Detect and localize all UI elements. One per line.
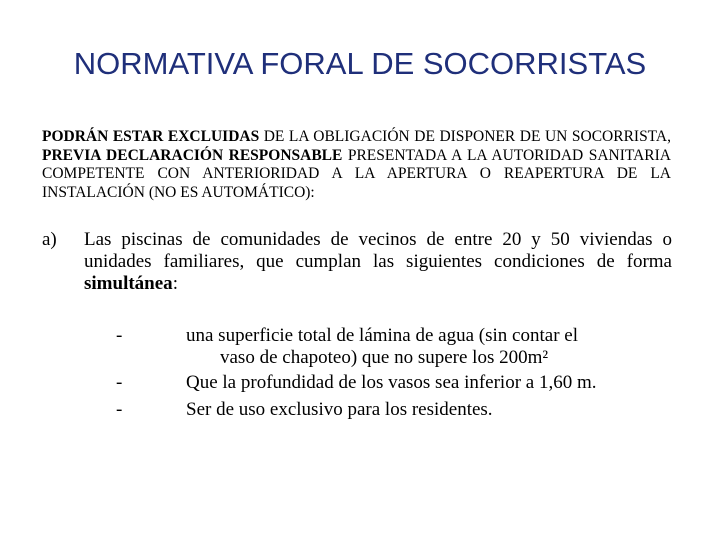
intro-bold-declaration: PREVIA DECLARACIÓN RESPONSABLE	[42, 146, 343, 164]
condition-1-line1: una superficie total de lámina de agua (sin contar el	[186, 325, 578, 346]
item-a-bold: simultánea	[84, 273, 173, 294]
intro-bold-excluded: PODRÁN ESTAR EXCLUIDAS	[42, 128, 260, 145]
condition-3-dash: -	[116, 399, 123, 420]
condition-1-dash: -	[116, 325, 123, 346]
condition-2	[186, 372, 686, 394]
condition-2-dash: -	[116, 372, 123, 393]
intro-text-obligation: DE LA OBLIGACIÓN DE DISPONER DE UN SOCORRISTA,	[259, 128, 671, 145]
item-a-marker: a)	[42, 229, 57, 250]
item-a-end: :	[172, 273, 178, 294]
intro-text-authority: PRESENTADA A LA AUTORIDAD SANITARIA COMPETENTE CON ANTERIORIDAD A LA APERTURA O REAPERTURA DE LA INSTALACIÓN (NO ES AUTOMÁTICO):	[42, 146, 671, 201]
item-a-body: Las piscinas de comunidades de vecinos de entre 20 y 50 viviendas o unidades familiares, que cumplan las siguientes condiciones de forma	[84, 229, 672, 272]
condition-1	[186, 325, 686, 369]
condition-3	[186, 399, 686, 421]
condition-1-line2: vaso de chapoteo) que no supere los 200m²	[220, 347, 549, 368]
condition-3-line1: Ser de uso exclusivo para los residentes.	[186, 399, 493, 420]
condition-2-line1: Que la profundidad de los vasos sea inferior a 1,60 m.	[186, 372, 597, 393]
page-title: NORMATIVA FORAL DE SOCORRISTAS	[73, 46, 647, 81]
